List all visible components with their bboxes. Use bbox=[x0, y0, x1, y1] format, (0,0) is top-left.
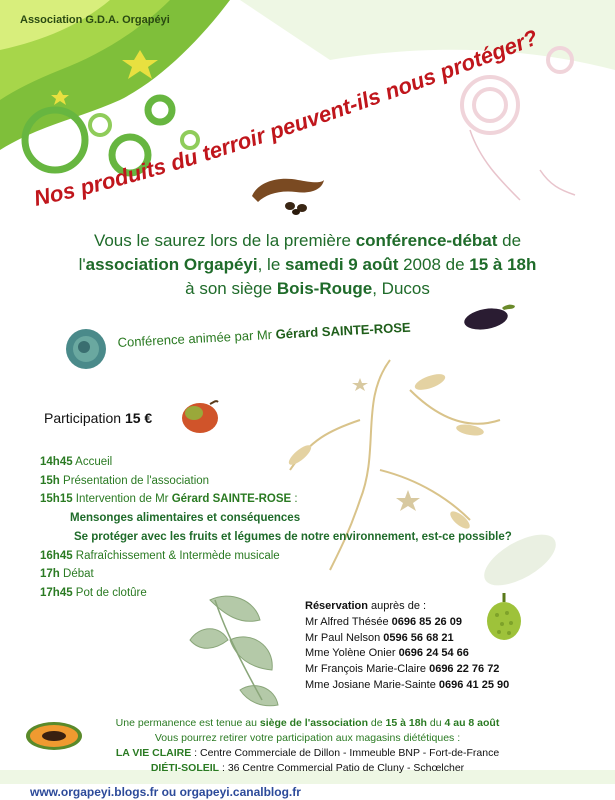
program-list bbox=[40, 453, 512, 603]
intro-line-2 bbox=[0, 253, 615, 277]
contact-phone: 0696 24 54 66 bbox=[398, 647, 469, 660]
footer-highlight: 15 à 18h bbox=[385, 717, 427, 729]
program-subtopic: Mensonges alimentaires et conséquences bbox=[70, 512, 301, 525]
participation bbox=[44, 410, 152, 426]
reservation-block bbox=[305, 599, 509, 694]
program-text: Rafraîchissement & Intermède musicale bbox=[72, 549, 280, 562]
cabbage-icon bbox=[62, 325, 110, 373]
reservation-contact bbox=[305, 631, 509, 647]
intro-text-part: à son siège bbox=[185, 279, 277, 298]
intro-conference-debat: conférence-débat bbox=[355, 231, 498, 250]
reservation-title-bold: Réservation bbox=[305, 600, 368, 612]
program-time: 15h15 bbox=[40, 493, 73, 506]
association-name: Association G.D.A. Orgapéyi bbox=[20, 14, 170, 26]
participation-price: 15 € bbox=[124, 410, 153, 426]
intro-text-part: de bbox=[497, 231, 522, 250]
contact-phone: 0696 22 76 72 bbox=[429, 663, 500, 676]
program-time: 17h bbox=[40, 568, 60, 581]
intro-text-part: , Ducos bbox=[372, 279, 430, 298]
website-link[interactable]: www.orgapeyi.blogs.fr ou orgapeyi.canalblog.fr bbox=[30, 785, 301, 799]
intro-text bbox=[0, 229, 615, 301]
footer-highlight: siège de l'association bbox=[259, 717, 368, 729]
contact-phone: 0696 41 25 90 bbox=[438, 678, 510, 691]
mango-icon bbox=[180, 398, 222, 436]
program-text: Accueil bbox=[72, 456, 113, 468]
program-time: 17h45 bbox=[40, 586, 73, 599]
intro-text-part: l' bbox=[78, 255, 86, 274]
program-time: 14h45 bbox=[40, 456, 73, 468]
shop-line bbox=[0, 761, 615, 776]
intro-line-1 bbox=[0, 229, 615, 253]
program-time: 16h45 bbox=[40, 549, 73, 562]
contact-name: Mr François Marie-Claire bbox=[305, 663, 430, 676]
program-text: Intervention de Mr bbox=[72, 493, 172, 506]
intro-text-part: , le bbox=[257, 255, 285, 274]
program-text: Pot de clotûre bbox=[72, 586, 147, 599]
reservation-title-after: auprès de : bbox=[367, 600, 427, 612]
footer-text: du bbox=[426, 717, 445, 729]
speaker-name: Gérard SAINTE-ROSE bbox=[275, 319, 411, 342]
contact-name: Mr Alfred Thésée bbox=[305, 615, 392, 628]
footer-info bbox=[0, 716, 615, 776]
reservation-contact bbox=[305, 646, 509, 662]
contact-phone: 0696 85 26 09 bbox=[391, 615, 462, 628]
shop-line bbox=[0, 746, 615, 761]
intro-location: Bois-Rouge bbox=[276, 279, 373, 298]
permanence-line bbox=[0, 716, 615, 731]
shop-name: DIÉTI-SOLEIL bbox=[150, 762, 220, 774]
intro-text-part: Vous le saurez lors de la première bbox=[93, 231, 356, 250]
program-text: Débat bbox=[59, 568, 94, 581]
program-time: 15h bbox=[40, 474, 60, 487]
shop-address: : 36 Centre Commercial Patio de Cluny - Schœlcher bbox=[219, 762, 465, 774]
program-item bbox=[40, 472, 512, 491]
reservation-title bbox=[305, 599, 509, 615]
program-subtopic: Se protéger avec les fruits et légumes de notre environnement, est-ce possible? bbox=[74, 530, 512, 543]
conference-prefix: Conférence animée par Mr bbox=[117, 326, 277, 350]
intro-association: association Orgapéyi bbox=[85, 255, 258, 274]
program-speaker: Gérard SAINTE-ROSE bbox=[171, 493, 292, 506]
program-text: Présentation de l'association bbox=[59, 474, 210, 487]
program-text: : bbox=[291, 493, 298, 506]
contact-name: Mr Paul Nelson bbox=[305, 631, 384, 644]
reservation-contact bbox=[305, 615, 509, 631]
intro-time: 15 à 18h bbox=[469, 255, 537, 274]
program-item bbox=[40, 547, 512, 566]
program-item bbox=[40, 565, 512, 584]
intro-line-3 bbox=[0, 277, 615, 301]
contact-name: Mme Josiane Marie-Sainte bbox=[305, 678, 439, 691]
program-item bbox=[40, 490, 512, 509]
intro-text-part: 2008 de bbox=[398, 255, 470, 274]
shop-address: : Centre Commerciale de Dillon - Immeuble BNP - Fort-de-France bbox=[191, 747, 500, 759]
shop-name: LA VIE CLAIRE bbox=[115, 747, 192, 759]
contact-phone: 0596 56 68 21 bbox=[383, 631, 454, 644]
footer-text: Une permanence est tenue au bbox=[115, 717, 260, 729]
footer-text: de bbox=[367, 717, 386, 729]
eggplant-icon bbox=[460, 302, 516, 332]
program-item bbox=[40, 453, 512, 472]
headline-path: Nos produits du terroir peuvent-ils nous protéger? bbox=[31, 28, 542, 211]
contact-name: Mme Yolène Onier bbox=[305, 647, 399, 660]
participation-label: Participation bbox=[44, 410, 125, 426]
reservation-contact bbox=[305, 678, 509, 694]
retire-line: Vous pourrez retirer votre participation aux magasins diététiques : bbox=[154, 732, 461, 744]
footer-highlight: 4 au 8 août bbox=[444, 717, 500, 729]
reservation-contact bbox=[305, 662, 509, 678]
tamarind-pod-icon bbox=[248, 172, 328, 218]
intro-date: samedi 9 août bbox=[285, 255, 399, 274]
